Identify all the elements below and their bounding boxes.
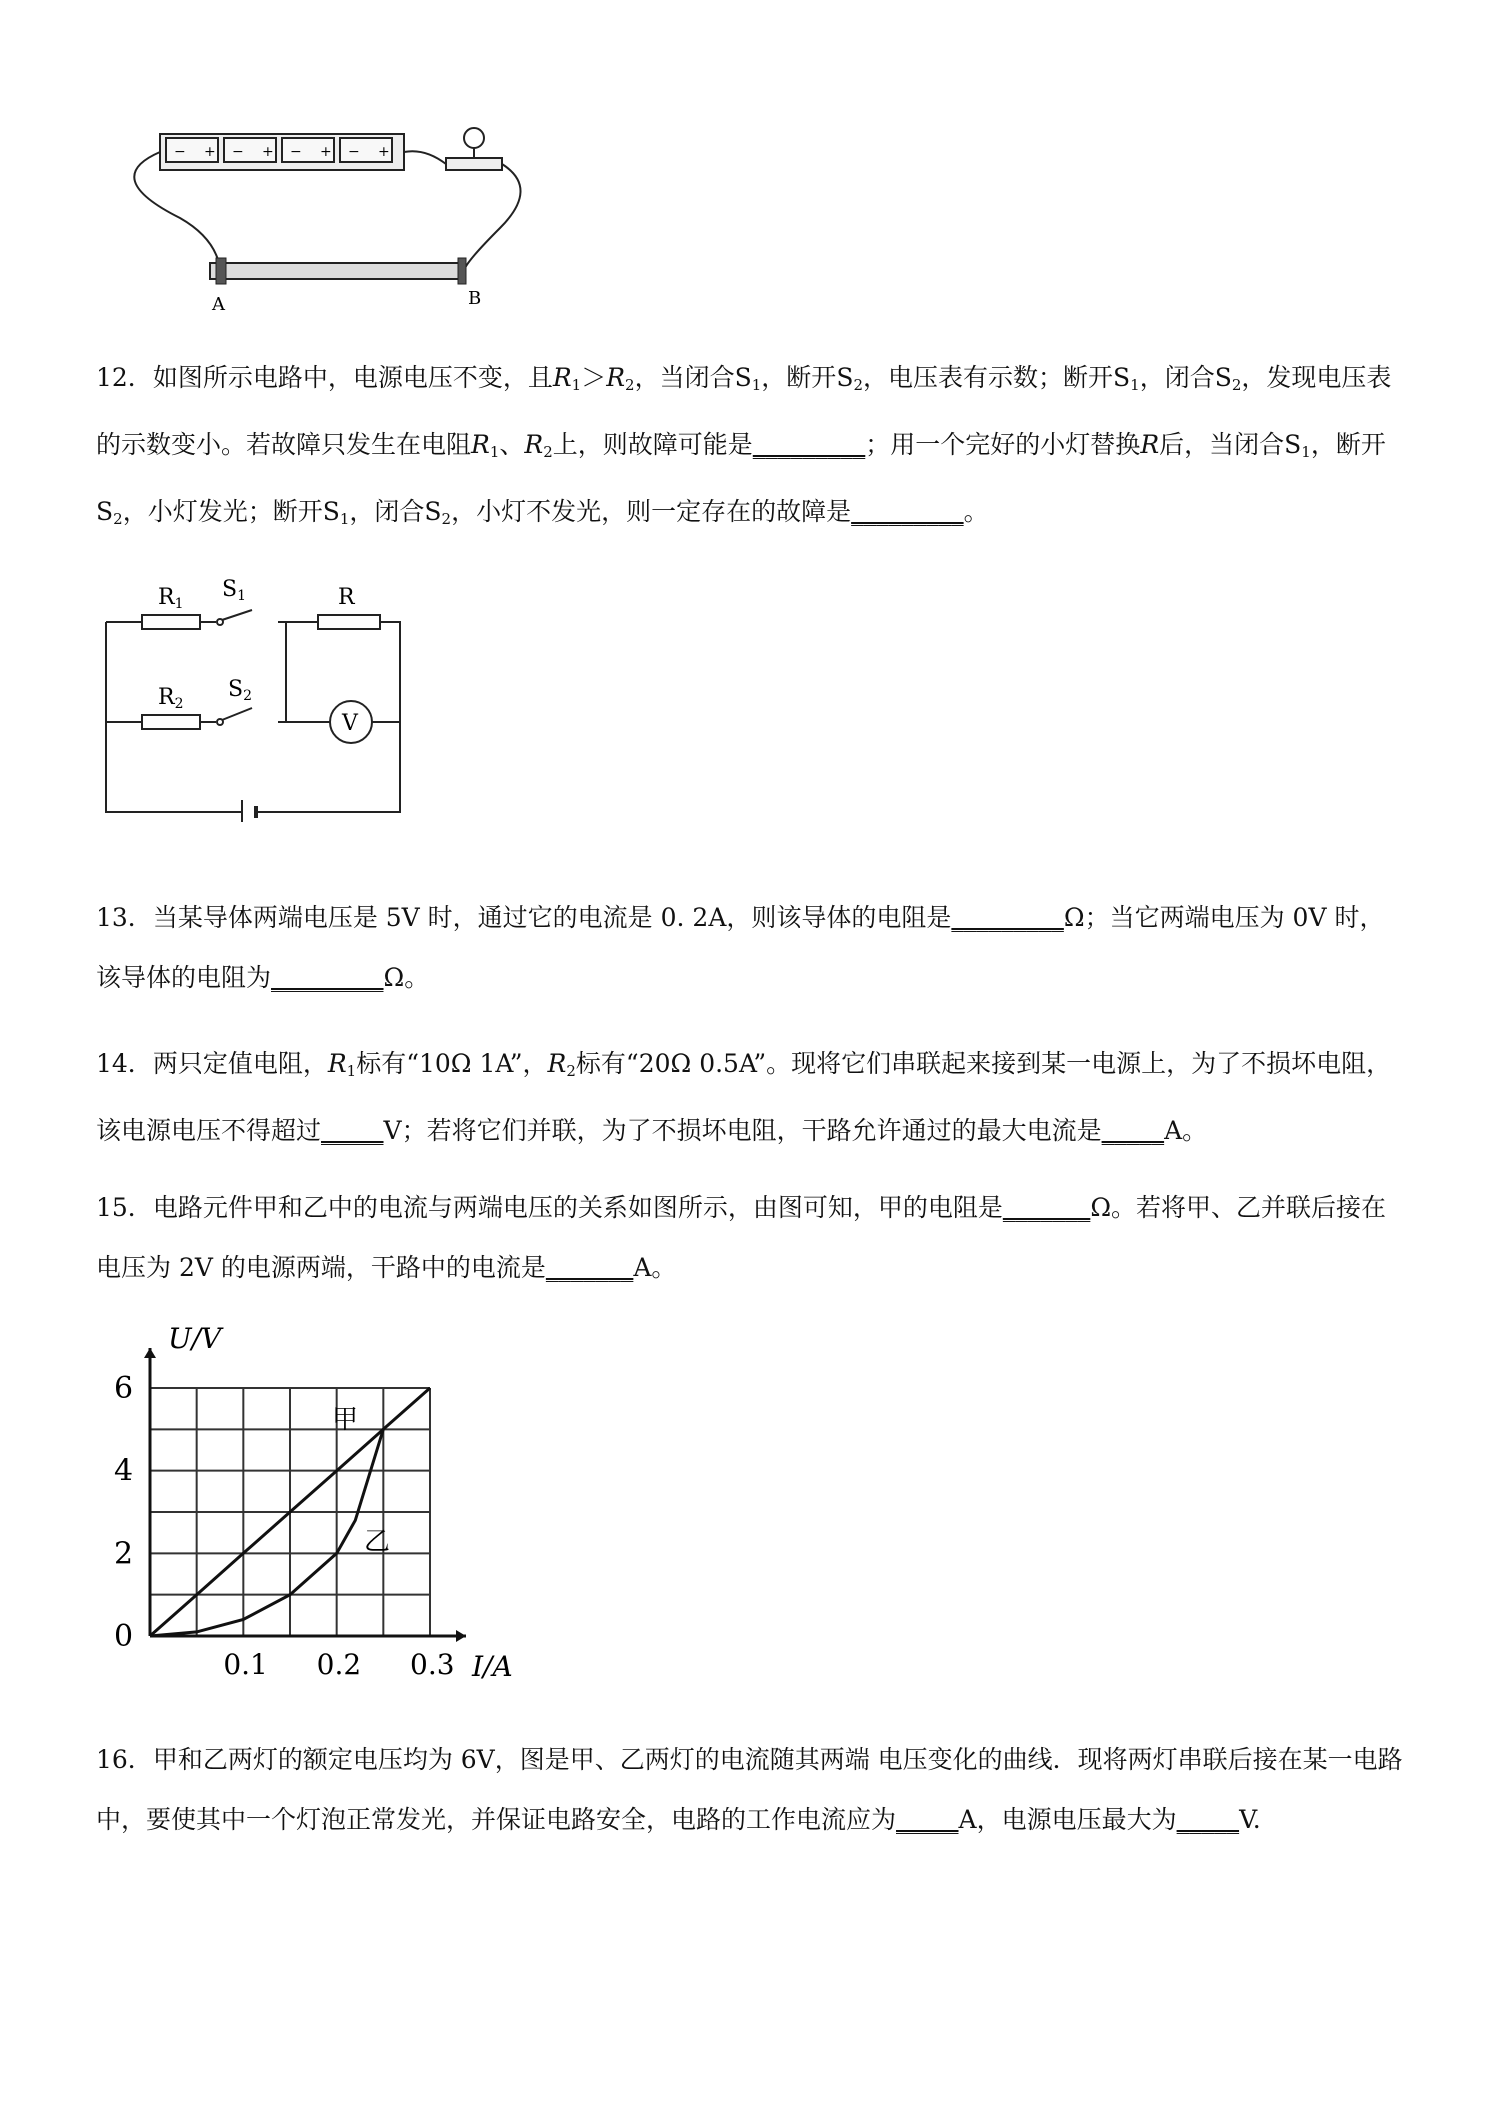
subscript: 2: [853, 376, 863, 394]
label-r2: R2: [158, 685, 184, 712]
question-16: [96, 1730, 1406, 1850]
text-run: V.: [1239, 1805, 1261, 1834]
text-run: ，闭合: [1139, 363, 1215, 392]
subscript: 1: [1130, 376, 1140, 394]
y-tick-label: 2: [114, 1536, 134, 1572]
u-i-chart: [100, 1318, 540, 1698]
question-15-text: [96, 1178, 1406, 1298]
y-axis-label: U/V: [168, 1322, 222, 1355]
text-run: 两只定值电阻，: [152, 1049, 328, 1078]
circuit-figure-ab: [120, 118, 560, 318]
bulb-icon: [464, 128, 484, 148]
text-run: 标有“20Ω 0.5A”。现将它们串联起来接到某一电源上，为了不损坏电阻，该电源电压不得超过: [96, 1049, 1392, 1145]
var-s: S: [1284, 430, 1302, 459]
text-run: A。: [633, 1253, 677, 1282]
question-13-text: [96, 888, 1406, 1008]
text-run: 后，当闭合: [1159, 430, 1285, 459]
subscript: 1: [339, 510, 350, 528]
text-run: ＞: [581, 363, 607, 392]
clip-b: [458, 258, 466, 284]
text-run: Ω。若将甲、乙并联后接在电压为 2V 的电源两端，干路中的电流是: [96, 1193, 1387, 1282]
x-tick-label: 0.1: [223, 1648, 268, 1681]
label-r1: R1: [158, 585, 184, 612]
text-run: 。: [963, 497, 989, 526]
text-run: 上，则故障可能是: [552, 430, 753, 459]
battery-sign: +: [320, 144, 332, 160]
answer-blank[interactable]: _____: [321, 1116, 384, 1145]
var-s: S: [836, 363, 854, 392]
x-axis-arrow: [456, 1630, 466, 1642]
resistor-r: [318, 615, 380, 629]
var-s: S: [322, 497, 340, 526]
wire: [404, 151, 446, 164]
label-a: A: [212, 294, 225, 315]
text-run: ，断开: [761, 363, 837, 392]
y-tick-label: 4: [114, 1453, 134, 1489]
text-run: 如图所示电路中，电源电压不变，且: [152, 363, 553, 392]
var-s: S: [734, 363, 752, 392]
text-run: 当某导体两端电压是 5V 时，通过它的电流是 0. 2A，则该导体的电阻是: [152, 903, 952, 932]
label-s1: S1: [222, 577, 246, 604]
var-r: R: [327, 1049, 347, 1078]
var-s: S: [1113, 363, 1131, 392]
text-run: ，小灯不发光，则一定存在的故障是: [451, 497, 852, 526]
answer-blank[interactable]: _____: [1176, 1805, 1240, 1834]
y-axis-arrow: [144, 1348, 156, 1358]
question-number: 16．: [96, 1745, 153, 1774]
battery-sign: +: [204, 144, 216, 160]
battery-sign: −: [232, 144, 244, 160]
switch-s1: [222, 610, 252, 620]
text-run: ，电压表有示数；断开: [863, 363, 1114, 392]
x-tick-label: 0.2: [316, 1648, 362, 1681]
text-run: 、: [499, 430, 525, 459]
var-r: R: [1140, 430, 1160, 459]
text-run: ，发现电压表的示数变小。若故障只发生在电阻: [96, 363, 1392, 459]
question-12: [96, 348, 1406, 549]
label-b: B: [468, 288, 482, 309]
var-s: S: [424, 497, 442, 526]
var-r: R: [471, 430, 490, 459]
subscript: 1: [1301, 443, 1311, 461]
var-r: R: [547, 1049, 567, 1078]
question-14: [96, 1034, 1406, 1161]
answer-blank[interactable]: _______: [1002, 1193, 1091, 1222]
answer-blank[interactable]: _________: [951, 903, 1064, 932]
label-s2: S2: [228, 677, 252, 704]
series-label-yi: 乙: [364, 1527, 391, 1557]
text-run: A。: [1164, 1116, 1208, 1145]
subscript: 1: [489, 443, 500, 461]
question-number: 13．: [96, 903, 153, 932]
subscript: 2: [566, 1062, 576, 1080]
subscript: 1: [346, 1062, 357, 1080]
resistor-r1: [142, 615, 200, 629]
var-r: R: [524, 430, 544, 459]
question-number: 15．: [96, 1193, 153, 1222]
x-axis-label: I/A: [472, 1650, 513, 1683]
text-run: 电路元件甲和乙中的电流与两端电压的关系如图所示，由图可知，甲的电阻是: [152, 1193, 1003, 1222]
subscript: 2: [543, 443, 553, 461]
var-s: S: [96, 497, 114, 526]
question-13: [96, 888, 1406, 1008]
question-12-text: [96, 348, 1406, 549]
resistor-r2: [142, 715, 200, 729]
text-run: 甲和乙两灯的额定电压均为 6V，图是甲、乙两灯的电流随其两端 电压变化的曲线．现将两灯串联后接在某一电路中，要使其中一个灯泡正常发光，并保证电路安全，电路的工作电流应为: [96, 1745, 1403, 1834]
answer-blank[interactable]: _______: [545, 1253, 634, 1282]
label-r: R: [338, 585, 355, 610]
text-run: ，闭合: [349, 497, 425, 526]
question-number: 14．: [96, 1049, 153, 1078]
text-run: ，断开: [1310, 430, 1386, 459]
answer-blank[interactable]: _________: [752, 430, 866, 459]
answer-blank[interactable]: _____: [896, 1805, 959, 1834]
question-16-text: [96, 1730, 1406, 1850]
question-15: [96, 1178, 1406, 1298]
wire: [465, 164, 521, 268]
text-run: ，当闭合: [634, 363, 735, 392]
subscript: 1: [751, 376, 762, 394]
text-run: ，小灯发光；断开: [122, 497, 323, 526]
text-run: V；若将它们并联，为了不损坏电阻，干路允许通过的最大电流是: [383, 1116, 1102, 1145]
battery-sign: −: [290, 144, 302, 160]
answer-blank[interactable]: _________: [851, 497, 964, 526]
var-s: S: [1214, 363, 1232, 392]
text-run: Ω。: [383, 963, 430, 992]
y-tick-label: 6: [114, 1371, 134, 1406]
x-tick-label: 0.3: [410, 1648, 455, 1681]
meter-label: V: [342, 711, 358, 736]
text-run: 标有“10Ω 1A”，: [356, 1049, 548, 1078]
battery-sign: +: [262, 144, 274, 160]
series-label-jia: 甲: [332, 1405, 359, 1435]
text-run: A，电源电压最大为: [958, 1805, 1177, 1834]
subscript: 2: [113, 510, 123, 528]
subscript: 2: [625, 376, 635, 394]
switch-s2: [222, 708, 252, 720]
question-14-text: [96, 1034, 1406, 1161]
battery-sign: −: [348, 144, 360, 160]
text-run: ；用一个完好的小灯替换: [865, 430, 1141, 459]
answer-blank[interactable]: _____: [1101, 1116, 1165, 1145]
subscript: 2: [441, 510, 452, 528]
circuit-diagram-r1-r2: [96, 572, 416, 822]
var-r: R: [606, 363, 626, 392]
text-run: Ω；当它两端电压为 0V 时，该导体的电阻为: [96, 903, 1385, 992]
var-r: R: [552, 363, 572, 392]
bulb-base: [446, 158, 502, 170]
y-tick-label: 0: [114, 1619, 134, 1654]
question-number: 12．: [96, 363, 153, 392]
battery-sign: +: [378, 144, 390, 160]
subscript: 1: [571, 376, 582, 394]
clip-a: [216, 258, 226, 284]
battery-sign: −: [174, 144, 186, 160]
conductor-rod: [210, 263, 460, 279]
answer-blank[interactable]: _________: [271, 963, 384, 992]
subscript: 2: [1231, 376, 1242, 394]
